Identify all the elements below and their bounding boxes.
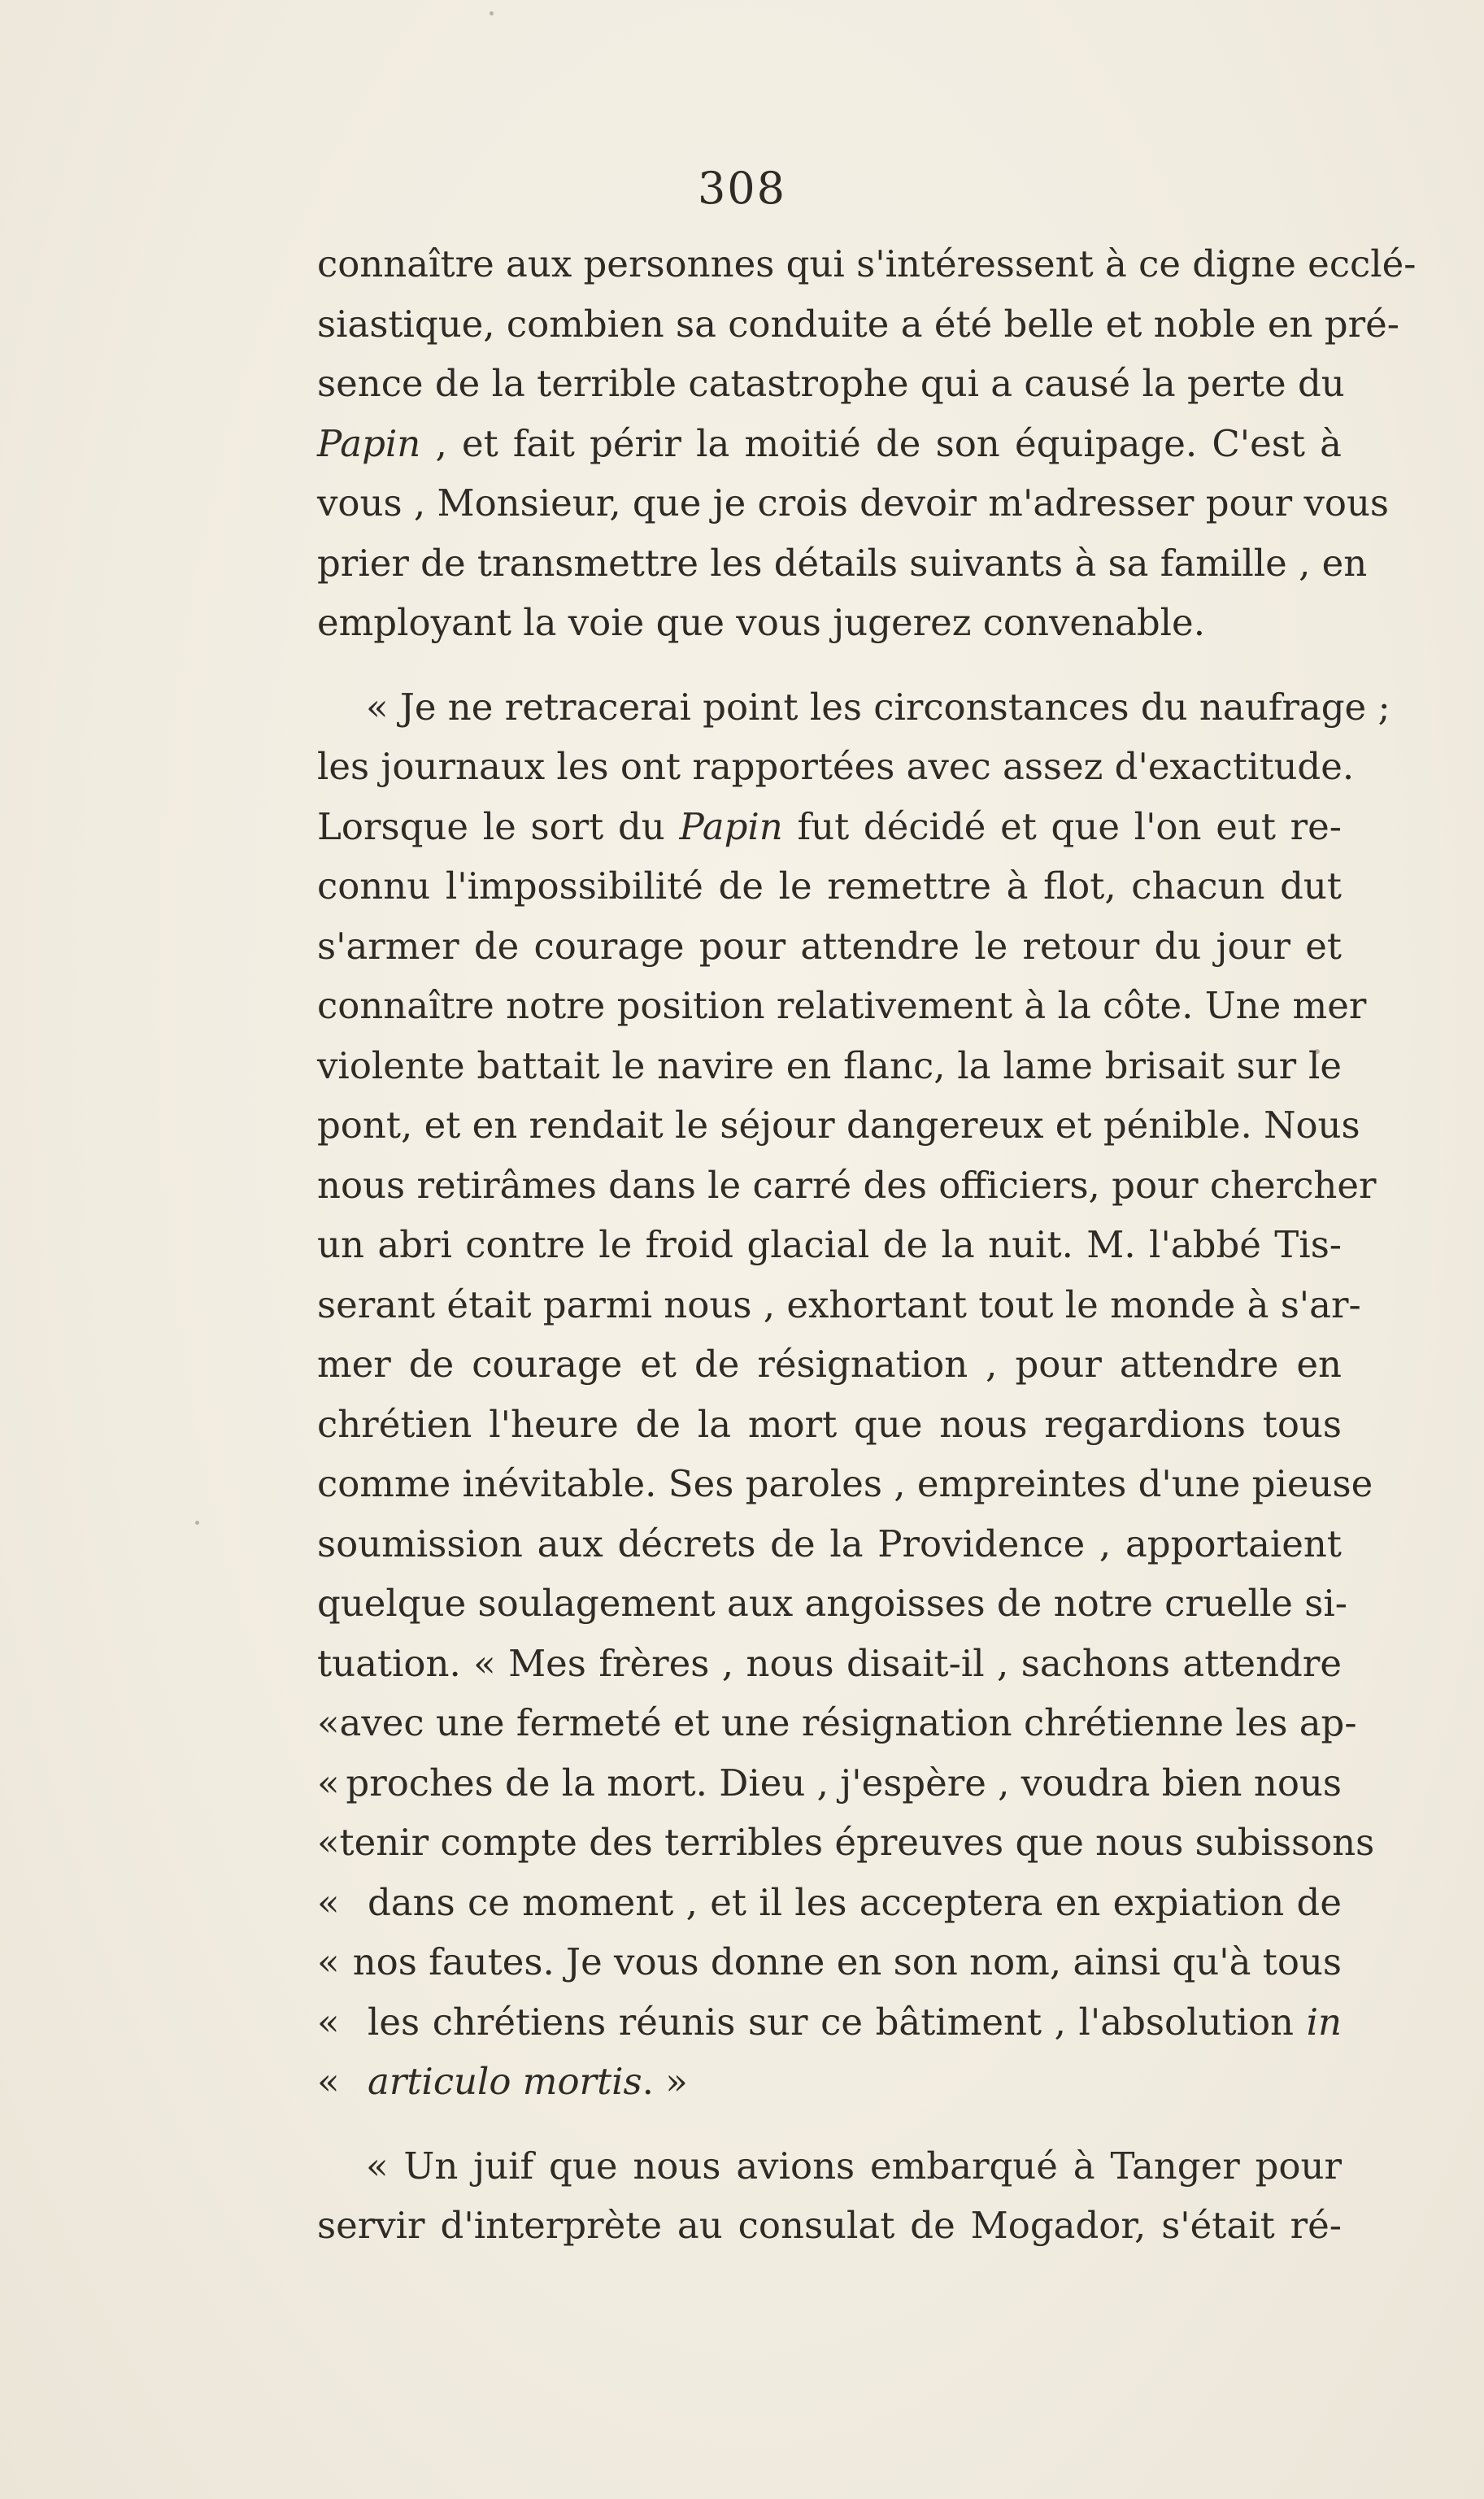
quote-mark: « [317,2000,340,2044]
text-line: tuation. « Mes frères , nous disait-il , sachons attendre [317,1641,1342,1685]
quoted-line [317,1992,1342,2053]
quoted-line-text: nos fautes. Je vous donne en son nom, ainsi qu'à tous [352,1940,1342,1983]
text-line: connaître notre position relativement à la côte. Une mer [317,984,1367,1027]
quoted-line-text: dans ce moment , et il les acceptera en expiation de [368,1880,1342,1924]
quote-mark: « [317,1880,340,1924]
text-line: Papin , et fait périr la moitié de son équipage. C'est à [317,421,1342,465]
quoted-line [317,1693,1357,1753]
text-line: connu l'impossibilité de le remettre à flot, chacun dut [317,864,1342,908]
text-line: employant la voie que vous jugerez convenable. [317,601,1205,644]
quoted-line-text: articulo mortis. » [368,2060,688,2103]
text-line: un abri contre le froid glacial de la nuit. M. l'abbé Tis- [317,1223,1342,1266]
text-line: Lorsque le sort du Papin fut décidé et que l'on eut re- [317,804,1342,848]
body-text [317,234,1417,2256]
quoted-line-text: les chrétiens réunis sur ce bâtiment , l'absolution in [368,2000,1342,2044]
quoted-line [317,1753,1342,1813]
quote-mark: « [317,1761,340,1805]
text-line: sence de la terrible catastrophe qui a causé la perte du [317,362,1345,405]
quoted-line [317,1932,1342,1992]
page-number: 308 [697,163,787,214]
text-line: servir d'interprète au consulat de Mogador, s'était ré- [317,2204,1342,2247]
text-line: vous , Monsieur, que je crois devoir m'adresser pour vous [317,481,1390,525]
text-line: quelque soulagement aux angoisses de notre cruelle si- [317,1582,1347,1625]
text-line: serant était parmi nous , exhortant tout le monde à s'ar- [317,1282,1361,1326]
text-line: s'armer de courage pour attendre le retour du jour et [317,924,1342,968]
quoted-line [317,2052,1342,2112]
quote-mark: « [317,1821,340,1864]
text-line: chrétien l'heure de la mort que nous regardions tous [317,1402,1342,1446]
text-line: « Un juif que nous avions embarqué à Tanger pour [366,2144,1342,2188]
text-line: connaître aux personnes qui s'intéressent à ce digne ecclé- [317,242,1417,285]
paper-speck [490,11,494,15]
quoted-line [317,1873,1342,1933]
quoted-line-text: avec une fermeté et une résignation chrétienne les ap- [339,1701,1357,1744]
quote-mark: « [317,2060,340,2103]
quoted-line [317,1813,1375,1873]
paper-speck [195,1521,199,1525]
text-line: nous retirâmes dans le carré des officiers, pour chercher [317,1163,1377,1207]
quote-mark: « [317,1940,340,1983]
paragraph-2 [317,677,1390,2112]
text-line: mer de courage et de résignation , pour attendre en [317,1343,1342,1386]
quoted-line-text: proches de la mort. Dieu , j'espère , voudra bien nous [346,1761,1342,1805]
text-line: siastique, combien sa conduite a été belle et noble en pré- [317,302,1399,346]
text-line: les journaux les ont rapportées avec assez d'exactitude. [317,745,1355,788]
text-line: prier de transmettre les détails suivants à sa famille , en [317,541,1368,585]
quoted-line-text: tenir compte des terribles épreuves que nous subissons [339,1821,1375,1864]
quote-mark: « [317,1701,340,1744]
text-line: violente battait le navire en flanc, la lame brisait sur le [317,1043,1342,1087]
text-line: soumission aux décrets de la Providence , apportaient [317,1522,1342,1565]
text-line: « Je ne retracerai point les circonstances du naufrage ; [366,685,1390,729]
paragraph-1 [317,234,1417,653]
text-line: pont, et en rendait le séjour dangereux et pénible. Nous [317,1104,1360,1147]
text-line: comme inévitable. Ses paroles , empreintes d'une pieuse [317,1462,1373,1505]
paragraph-3 [317,2136,1342,2256]
